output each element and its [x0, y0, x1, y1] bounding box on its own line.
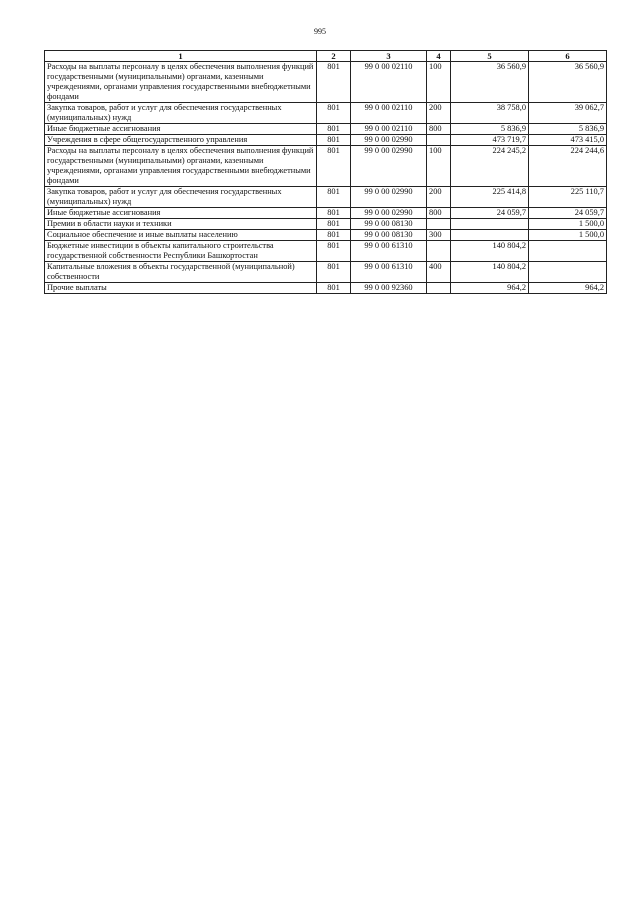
row-name-cell: Бюджетные инвестиции в объекты капитального строительства государственной собственности Республики Башкортостан [45, 241, 317, 262]
column-header: 5 [451, 51, 529, 62]
amount-column-5-cell: 24 059,7 [451, 208, 529, 219]
row-name-cell: Закупка товаров, работ и услуг для обеспечения государственных (муниципальных) нужд [45, 187, 317, 208]
amount-column-6-cell: 1 500,0 [529, 219, 607, 230]
column-header: 3 [351, 51, 427, 62]
row-name-cell: Прочие выплаты [45, 283, 317, 294]
budget-table [44, 50, 607, 294]
amount-column-5-cell: 224 245,2 [451, 146, 529, 187]
expense-type-cell [427, 283, 451, 294]
amount-column-6-cell: 5 836,9 [529, 124, 607, 135]
target-article-cell: 99 0 00 02990 [351, 187, 427, 208]
row-name-cell: Учреждения в сфере общегосударственного управления [45, 135, 317, 146]
target-article-cell: 99 0 00 61310 [351, 241, 427, 262]
table-row [45, 241, 607, 262]
ministry-code-cell: 801 [317, 230, 351, 241]
amount-column-6-cell [529, 262, 607, 283]
target-article-cell: 99 0 00 02990 [351, 208, 427, 219]
table-row [45, 103, 607, 124]
table-row [45, 262, 607, 283]
ministry-code-cell: 801 [317, 135, 351, 146]
amount-column-6-cell: 39 062,7 [529, 103, 607, 124]
ministry-code-cell: 801 [317, 241, 351, 262]
amount-column-6-cell: 473 415,0 [529, 135, 607, 146]
amount-column-6-cell: 964,2 [529, 283, 607, 294]
row-name-cell: Закупка товаров, работ и услуг для обеспечения государственных (муниципальных) нужд [45, 103, 317, 124]
table-body [45, 62, 607, 294]
target-article-cell: 99 0 00 92360 [351, 283, 427, 294]
expense-type-cell: 100 [427, 62, 451, 103]
target-article-cell: 99 0 00 08130 [351, 230, 427, 241]
target-article-cell: 99 0 00 02990 [351, 135, 427, 146]
ministry-code-cell: 801 [317, 62, 351, 103]
amount-column-6-cell: 36 560,9 [529, 62, 607, 103]
table-row [45, 230, 607, 241]
table-row [45, 135, 607, 146]
expense-type-cell: 200 [427, 187, 451, 208]
amount-column-6-cell: 225 110,7 [529, 187, 607, 208]
column-header: 4 [427, 51, 451, 62]
ministry-code-cell: 801 [317, 103, 351, 124]
expense-type-cell [427, 219, 451, 230]
row-name-cell: Расходы на выплаты персоналу в целях обеспечения выполнения функций государственными (муниципальными) органами, казенными учреждениями, органами управления государственными внебюджетными фондами [45, 146, 317, 187]
target-article-cell: 99 0 00 02110 [351, 62, 427, 103]
ministry-code-cell: 801 [317, 146, 351, 187]
expense-type-cell: 800 [427, 124, 451, 135]
amount-column-5-cell: 140 804,2 [451, 241, 529, 262]
expense-type-cell: 800 [427, 208, 451, 219]
amount-column-5-cell: 140 804,2 [451, 262, 529, 283]
table-row [45, 124, 607, 135]
amount-column-5-cell: 225 414,8 [451, 187, 529, 208]
table-row [45, 219, 607, 230]
amount-column-6-cell: 24 059,7 [529, 208, 607, 219]
row-name-cell: Социальное обеспечение и иные выплаты населению [45, 230, 317, 241]
table-row [45, 208, 607, 219]
row-name-cell: Расходы на выплаты персоналу в целях обеспечения выполнения функций государственными (муниципальными) органами, казенными учреждениями, органами управления государственными внебюджетными фондами [45, 62, 317, 103]
expense-type-cell [427, 241, 451, 262]
amount-column-5-cell: 473 719,7 [451, 135, 529, 146]
ministry-code-cell: 801 [317, 187, 351, 208]
ministry-code-cell: 801 [317, 208, 351, 219]
target-article-cell: 99 0 00 02110 [351, 124, 427, 135]
amount-column-5-cell: 36 560,9 [451, 62, 529, 103]
amount-column-6-cell [529, 241, 607, 262]
table-row [45, 283, 607, 294]
target-article-cell: 99 0 00 02110 [351, 103, 427, 124]
ministry-code-cell: 801 [317, 219, 351, 230]
column-header: 6 [529, 51, 607, 62]
amount-column-6-cell: 224 244,6 [529, 146, 607, 187]
table-row [45, 62, 607, 103]
table-header-row [45, 51, 607, 62]
ministry-code-cell: 801 [317, 124, 351, 135]
target-article-cell: 99 0 00 61310 [351, 262, 427, 283]
expense-type-cell: 400 [427, 262, 451, 283]
target-article-cell: 99 0 00 08130 [351, 219, 427, 230]
column-header: 2 [317, 51, 351, 62]
amount-column-5-cell [451, 230, 529, 241]
target-article-cell: 99 0 00 02990 [351, 146, 427, 187]
row-name-cell: Иные бюджетные ассигнования [45, 208, 317, 219]
amount-column-6-cell: 1 500,0 [529, 230, 607, 241]
amount-column-5-cell: 964,2 [451, 283, 529, 294]
ministry-code-cell: 801 [317, 262, 351, 283]
column-header: 1 [45, 51, 317, 62]
table-row [45, 187, 607, 208]
row-name-cell: Иные бюджетные ассигнования [45, 124, 317, 135]
row-name-cell: Капитальные вложения в объекты государственной (муниципальной) собственности [45, 262, 317, 283]
table-row [45, 146, 607, 187]
amount-column-5-cell: 38 758,0 [451, 103, 529, 124]
expense-type-cell: 200 [427, 103, 451, 124]
amount-column-5-cell [451, 219, 529, 230]
expense-type-cell [427, 135, 451, 146]
amount-column-5-cell: 5 836,9 [451, 124, 529, 135]
row-name-cell: Премии в области науки и техники [45, 219, 317, 230]
page-number: 995 [314, 27, 326, 36]
expense-type-cell: 300 [427, 230, 451, 241]
ministry-code-cell: 801 [317, 283, 351, 294]
expense-type-cell: 100 [427, 146, 451, 187]
